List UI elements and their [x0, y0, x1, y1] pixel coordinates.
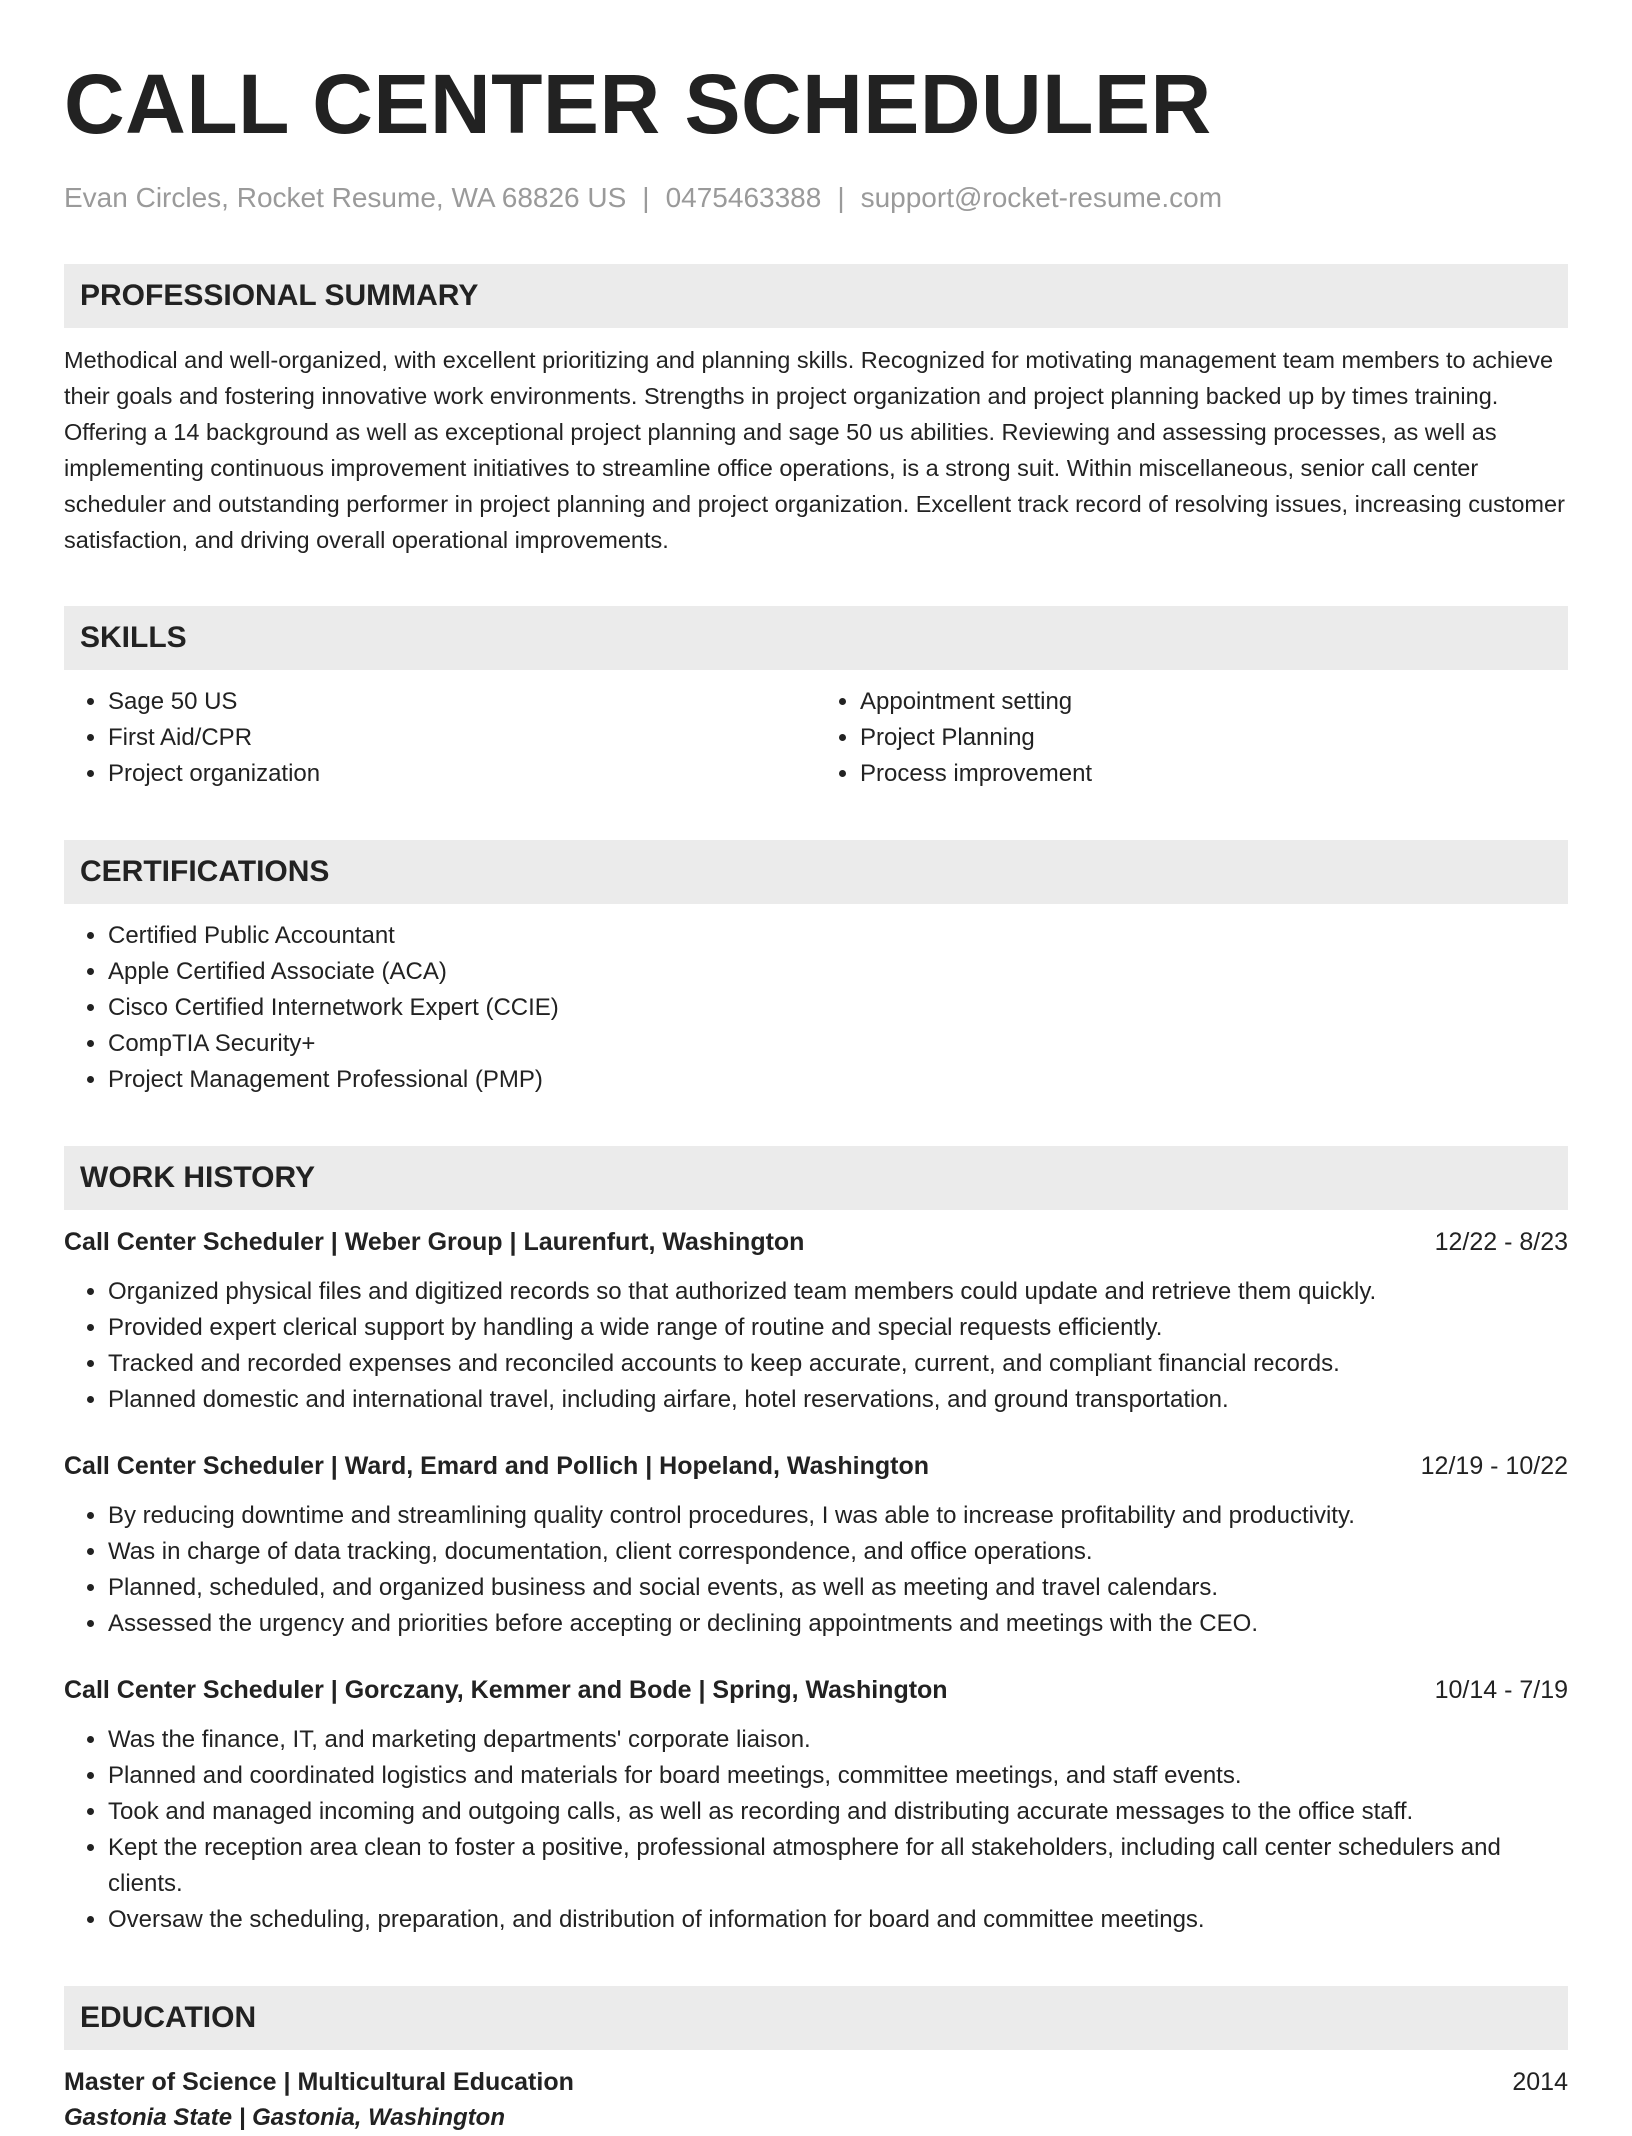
contact-separator: | [837, 182, 845, 213]
job-bullet: • By reducing downtime and streamlining quality control procedures, I was able to increase profitability and productivity. [108, 1498, 1568, 1534]
certification-item: • Certified Public Accountant [108, 918, 1568, 954]
job-bullet: • Planned domestic and international travel, including airfare, hotel reservations, and ground transportation. [108, 1382, 1568, 1418]
section-header-skills: SKILLS [64, 606, 1568, 670]
job-bullet: • Was the finance, IT, and marketing departments' corporate liaison. [108, 1722, 1568, 1758]
education-school: Gastonia State | Gastonia, Washington [64, 2104, 505, 2131]
certification-item: • CompTIA Security+ [108, 1026, 1568, 1062]
job-dates: 12/22 - 8/23 [1434, 1228, 1568, 1256]
job-bullet: • Organized physical files and digitized records so that authorized team members could update and retrieve them quickly. [108, 1274, 1568, 1310]
education-degree: Master of Science | Multicultural Education [64, 2068, 574, 2096]
job-bullet: • Planned and coordinated logistics and materials for board meetings, committee meetings, and staff events. [108, 1758, 1568, 1794]
education-year: 2014 [1512, 2068, 1568, 2096]
certifications-list [64, 918, 1568, 1098]
certification-item: • Cisco Certified Internetwork Expert (CCIE) [108, 990, 1568, 1026]
job-bullets [64, 1274, 1568, 1418]
contact-phone: 0475463388 [665, 182, 822, 213]
job-bullets [64, 1498, 1568, 1642]
job-entry [64, 1224, 1568, 1418]
job-bullet: • Was in charge of data tracking, documentation, client correspondence, and office operations. [108, 1534, 1568, 1570]
job-bullet: • Oversaw the scheduling, preparation, and distribution of information for board and committee meetings. [108, 1902, 1568, 1938]
section-header-education: EDUCATION [64, 1986, 1568, 2050]
job-header [64, 1672, 1568, 1708]
job-entry [64, 1448, 1568, 1642]
job-bullets [64, 1722, 1568, 1938]
resume-page [64, 56, 1568, 2136]
contact-line [64, 180, 1568, 216]
job-dates: 12/19 - 10/22 [1420, 1452, 1568, 1480]
job-header [64, 1448, 1568, 1484]
skill-item: • First Aid/CPR [108, 720, 816, 756]
education-header [64, 2064, 1568, 2100]
section-header-summary: PROFESSIONAL SUMMARY [64, 264, 1568, 328]
skills-column-left [64, 684, 816, 792]
job-bullet: • Planned, scheduled, and organized business and social events, as well as meeting and travel calendars. [108, 1570, 1568, 1606]
section-header-work-history: WORK HISTORY [64, 1146, 1568, 1210]
contact-separator: | [642, 182, 650, 213]
section-header-certifications: CERTIFICATIONS [64, 840, 1568, 904]
job-dates: 10/14 - 7/19 [1434, 1676, 1568, 1704]
job-title: Call Center Scheduler | Weber Group | Laurenfurt, Washington [64, 1228, 805, 1256]
skills-list [64, 684, 1568, 792]
job-header [64, 1224, 1568, 1260]
job-title: Call Center Scheduler | Gorczany, Kemmer and Bode | Spring, Washington [64, 1676, 948, 1704]
contact-email: support@rocket-resume.com [860, 182, 1223, 213]
job-bullet: • Provided expert clerical support by handling a wide range of routine and special requests efficiently. [108, 1310, 1568, 1346]
job-title: Call Center Scheduler | Ward, Emard and Pollich | Hopeland, Washington [64, 1452, 930, 1480]
skill-item: • Sage 50 US [108, 684, 816, 720]
skill-item: • Project organization [108, 756, 816, 792]
job-bullet: • Took and managed incoming and outgoing calls, as well as recording and distributing accurate messages to the office staff. [108, 1794, 1568, 1830]
job-bullet: • Assessed the urgency and priorities before accepting or declining appointments and meetings with the CEO. [108, 1606, 1568, 1642]
certification-item: • Apple Certified Associate (ACA) [108, 954, 1568, 990]
job-entry [64, 1672, 1568, 1938]
skill-item: • Project Planning [860, 720, 1568, 756]
summary-text: Methodical and well-organized, with excellent prioritizing and planning skills. Recognized for motivating management team members to achieve their goals and fostering innovative work environments. Strengths in project organization and project planning backed up by times training. Offering a 14 background as well as exceptional project planning and sage 50 us abilities. Reviewing and assessing processes, as well as implementing continuous improvement initiatives to streamline office operations, is a strong suit. Within miscellaneous, senior call center scheduler and outstanding performer in project planning and project organization. Excellent track record of resolving issues, increasing customer satisfaction, and driving overall operational improvements. [64, 347, 1565, 553]
certification-item: • Project Management Professional (PMP) [108, 1062, 1568, 1098]
skill-item: • Appointment setting [860, 684, 1568, 720]
job-bullet: • Tracked and recorded expenses and reconciled accounts to keep accurate, current, and compliant financial records. [108, 1346, 1568, 1382]
job-bullet: • Kept the reception area clean to foster a positive, professional atmosphere for all stakeholders, including call center schedulers and clients. [108, 1830, 1568, 1902]
contact-address: Evan Circles, Rocket Resume, WA 68826 US [64, 182, 627, 213]
skills-column-right [816, 684, 1568, 792]
skill-item: • Process improvement [860, 756, 1568, 792]
resume-name: CALL CENTER SCHEDULER [64, 57, 1212, 151]
